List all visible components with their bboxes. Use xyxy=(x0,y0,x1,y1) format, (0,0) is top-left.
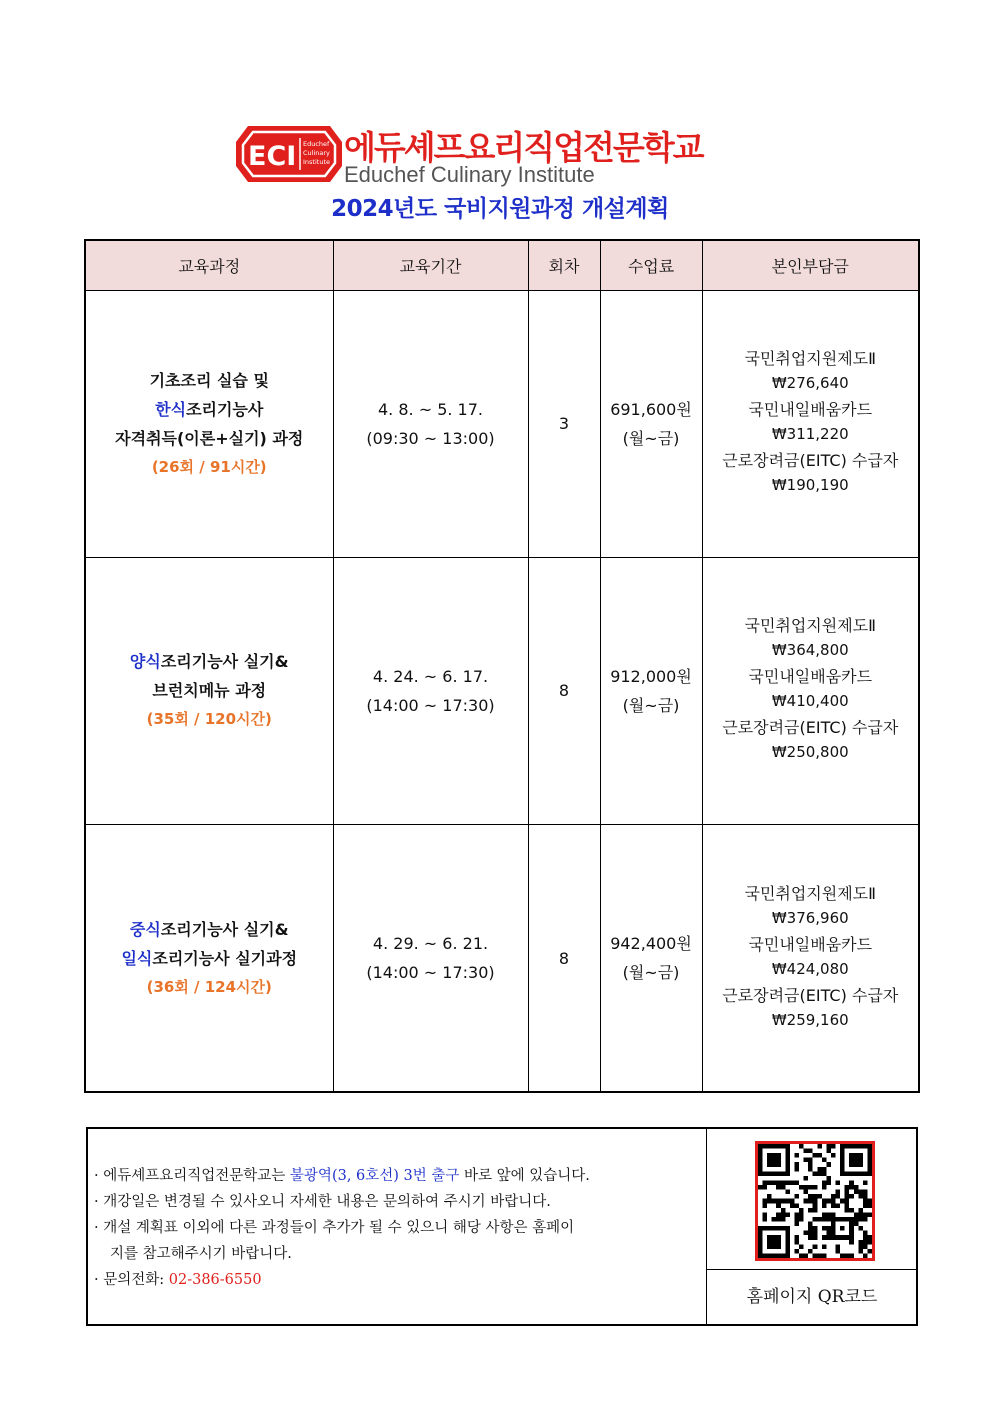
qr-module xyxy=(822,1253,827,1258)
qr-module xyxy=(767,1235,781,1249)
header-course: 교육과정 xyxy=(85,240,333,290)
fee-days: (월~금) xyxy=(622,963,680,983)
qr-module xyxy=(831,1203,836,1208)
qr-module xyxy=(826,1235,831,1240)
qr-module xyxy=(826,1180,831,1185)
qr-module xyxy=(767,1180,772,1185)
self-pay-amount: ₩364,800 xyxy=(771,641,849,660)
qr-code-icon xyxy=(758,1144,872,1258)
qr-module xyxy=(822,1158,827,1163)
qr-module xyxy=(822,1244,827,1249)
qr-module xyxy=(845,1185,850,1190)
qr-module xyxy=(785,1212,790,1217)
fee-days: (월~금) xyxy=(622,428,680,448)
qr-module xyxy=(840,1226,845,1231)
fee-days: (월~금) xyxy=(622,695,680,715)
self-pay-cell xyxy=(702,825,919,1092)
svg-text:ECI: ECI xyxy=(248,141,297,172)
self-pay-amount: ₩311,220 xyxy=(771,425,849,444)
qr-module xyxy=(822,1185,827,1190)
course-line: 브런치메뉴 과정 xyxy=(152,681,267,701)
qr-module xyxy=(849,1253,854,1258)
qr-module xyxy=(813,1217,818,1222)
qr-module xyxy=(822,1167,827,1172)
qr-module xyxy=(826,1144,831,1149)
school-logo xyxy=(234,120,703,188)
course-accent: 한식 xyxy=(155,399,187,419)
qr-module xyxy=(822,1235,827,1240)
course-cell xyxy=(85,825,333,1092)
qr-module xyxy=(817,1167,822,1172)
qr-module xyxy=(845,1190,850,1195)
qr-module xyxy=(794,1212,799,1217)
qr-module xyxy=(794,1222,799,1227)
course-cell xyxy=(85,557,333,824)
qr-module xyxy=(776,1217,781,1222)
note-text: · 문의전화: xyxy=(94,1272,169,1288)
self-pay-amount: ₩276,640 xyxy=(771,374,849,393)
round-cell: 8 xyxy=(528,557,600,824)
qr-module xyxy=(826,1231,831,1236)
self-pay-amount: ₩424,080 xyxy=(771,959,849,978)
header-round: 회차 xyxy=(528,240,600,290)
course-hours: (36회 / 124시간) xyxy=(146,977,272,996)
qr-module xyxy=(776,1185,781,1190)
qr-module xyxy=(863,1217,868,1222)
qr-module xyxy=(794,1180,799,1185)
qr-module xyxy=(808,1231,813,1236)
qr-module xyxy=(763,1180,768,1185)
course-line xyxy=(86,944,333,973)
qr-module xyxy=(781,1180,786,1185)
qr-module xyxy=(772,1180,777,1185)
qr-module xyxy=(854,1212,859,1217)
qr-module xyxy=(836,1190,841,1195)
course-line: 자격취득(이론+실기) 과정 xyxy=(115,428,304,448)
station-exit-highlight: 불광역(3, 6호선) 3번 출구 xyxy=(289,1168,460,1184)
qr-module xyxy=(804,1231,809,1236)
qr-module xyxy=(799,1253,804,1258)
period-dates: 4. 29. ~ 6. 21. xyxy=(372,934,489,954)
eci-badge-icon xyxy=(234,122,344,186)
period-time: (14:00 ~ 17:30) xyxy=(366,695,495,715)
qr-module xyxy=(836,1244,841,1249)
qr-module xyxy=(794,1153,799,1158)
period-time: (09:30 ~ 13:00) xyxy=(366,428,495,448)
qr-module xyxy=(817,1253,822,1258)
qr-module xyxy=(794,1249,799,1254)
qr-module xyxy=(817,1194,822,1199)
qr-module xyxy=(863,1199,868,1204)
qr-module xyxy=(822,1217,827,1222)
qr-module xyxy=(854,1222,859,1227)
notes-list xyxy=(88,1129,706,1324)
note-location xyxy=(94,1163,706,1189)
header-fee: 수업료 xyxy=(600,240,702,290)
qr-module xyxy=(804,1190,809,1195)
qr-module xyxy=(817,1153,822,1158)
qr-module xyxy=(813,1244,818,1249)
qr-module xyxy=(804,1253,809,1258)
qr-module xyxy=(776,1203,781,1208)
qr-module xyxy=(826,1149,831,1154)
qr-module xyxy=(813,1231,818,1236)
qr-module xyxy=(794,1203,799,1208)
qr-module xyxy=(863,1212,868,1217)
qr-module xyxy=(849,1194,854,1199)
qr-module xyxy=(845,1199,850,1204)
fee-cell xyxy=(600,290,702,557)
self-pay-label: 근로장려금(EITC) 수급자 xyxy=(722,985,899,1005)
svg-text:Culinary: Culinary xyxy=(303,149,330,157)
qr-module xyxy=(808,1226,813,1231)
qr-caption: 홈페이지 QR코드 xyxy=(707,1269,917,1324)
course-text: 조리기능사 실기& xyxy=(160,919,289,939)
qr-module xyxy=(817,1144,822,1149)
qr-module xyxy=(804,1185,809,1190)
qr-module xyxy=(826,1176,831,1181)
qr-module xyxy=(849,1153,863,1167)
qr-module xyxy=(822,1203,827,1208)
qr-module xyxy=(808,1208,813,1213)
qr-module xyxy=(776,1180,781,1185)
qr-module xyxy=(794,1235,799,1240)
fee-amount: 942,400원 xyxy=(610,934,692,954)
qr-module xyxy=(758,1185,763,1190)
phone-number[interactable]: 02-386-6550 xyxy=(168,1272,262,1288)
qr-module xyxy=(813,1171,818,1176)
qr-module xyxy=(822,1180,827,1185)
qr-module xyxy=(808,1167,813,1172)
self-pay-amount: ₩376,960 xyxy=(771,908,849,927)
course-hours: (26회 / 91시간) xyxy=(151,457,267,476)
note-text: · 에듀셰프요리직업전문학교는 xyxy=(94,1168,290,1184)
qr-module xyxy=(799,1217,804,1222)
self-pay-label: 근로장려금(EITC) 수급자 xyxy=(722,451,899,471)
self-pay-label: 국민내일배움카드 xyxy=(748,400,873,420)
course-accent: 중식 xyxy=(129,919,161,939)
note-additional-courses-cont: 지를 참고해주시기 바랍니다. xyxy=(110,1246,292,1262)
qr-module xyxy=(831,1144,836,1149)
qr-module xyxy=(785,1180,790,1185)
qr-module xyxy=(858,1217,863,1222)
qr-module xyxy=(763,1212,768,1217)
qr-module xyxy=(849,1180,854,1185)
qr-code[interactable] xyxy=(755,1141,875,1261)
qr-module xyxy=(781,1217,786,1222)
self-pay-amount: ₩410,400 xyxy=(771,692,849,711)
note-schedule-change: · 개강일은 변경될 수 있사오니 자세한 내용은 문의하여 주시기 바랍니다. xyxy=(94,1194,551,1210)
svg-text:Educhef: Educhef xyxy=(303,140,330,148)
self-pay-label: 국민내일배움카드 xyxy=(748,667,873,687)
qr-module xyxy=(799,1208,804,1213)
qr-module xyxy=(813,1199,818,1204)
self-pay-cell xyxy=(702,557,919,824)
qr-module xyxy=(808,1222,813,1227)
qr-module xyxy=(831,1153,836,1158)
self-pay-label: 국민취업지원제도Ⅱ xyxy=(744,349,877,369)
table-row xyxy=(85,557,919,824)
course-line xyxy=(86,395,333,424)
qr-module xyxy=(785,1190,790,1195)
qr-module xyxy=(772,1217,777,1222)
qr-module xyxy=(867,1240,872,1245)
course-plan-table xyxy=(84,239,920,1093)
qr-module xyxy=(863,1190,868,1195)
qr-module xyxy=(817,1171,822,1176)
course-cell xyxy=(85,290,333,557)
qr-module xyxy=(822,1226,827,1231)
qr-module xyxy=(845,1208,850,1213)
note-text: 바로 앞에 있습니다. xyxy=(459,1168,590,1184)
round-cell: 3 xyxy=(528,290,600,557)
qr-module xyxy=(858,1240,863,1245)
qr-module xyxy=(831,1199,836,1204)
qr-module xyxy=(794,1240,799,1245)
qr-module xyxy=(867,1199,872,1204)
qr-module xyxy=(799,1244,804,1249)
qr-module xyxy=(836,1249,841,1254)
qr-module xyxy=(794,1217,799,1222)
qr-module xyxy=(849,1240,854,1245)
fee-amount: 691,600원 xyxy=(610,399,692,419)
qr-module xyxy=(836,1194,841,1199)
qr-module xyxy=(808,1162,813,1167)
qr-module xyxy=(863,1231,868,1236)
period-cell xyxy=(333,290,528,557)
qr-module xyxy=(863,1244,868,1249)
qr-module xyxy=(826,1226,831,1231)
self-pay-cell xyxy=(702,290,919,557)
qr-module xyxy=(863,1180,868,1185)
qr-module xyxy=(808,1185,813,1190)
qr-module xyxy=(804,1199,809,1204)
header-period: 교육기간 xyxy=(333,240,528,290)
qr-module xyxy=(845,1253,850,1258)
fee-cell xyxy=(600,557,702,824)
qr-module xyxy=(836,1180,841,1185)
qr-module xyxy=(776,1212,781,1217)
period-time: (14:00 ~ 17:30) xyxy=(366,963,495,983)
info-box xyxy=(86,1127,918,1326)
svg-text:Institute: Institute xyxy=(303,158,330,166)
qr-module xyxy=(858,1212,863,1217)
qr-module xyxy=(826,1217,831,1222)
course-text: 조리기능사 xyxy=(186,399,264,419)
qr-module xyxy=(781,1199,786,1204)
school-name-korean: 에듀셰프요리직업전문학교 xyxy=(344,128,703,167)
course-line xyxy=(86,915,333,944)
qr-module xyxy=(763,1185,768,1190)
school-name-english: Educhef Culinary Institute xyxy=(344,162,595,187)
qr-module xyxy=(858,1194,863,1199)
qr-module xyxy=(813,1253,818,1258)
qr-module xyxy=(808,1149,813,1154)
qr-module xyxy=(799,1144,804,1149)
self-pay-amount: ₩250,800 xyxy=(771,743,849,762)
qr-module xyxy=(845,1203,850,1208)
qr-module xyxy=(813,1235,818,1240)
qr-module xyxy=(794,1162,799,1167)
self-pay-label: 국민취업지원제도Ⅱ xyxy=(744,883,877,903)
qr-module xyxy=(799,1212,804,1217)
round-cell: 8 xyxy=(528,825,600,1092)
qr-module xyxy=(808,1158,813,1163)
note-additional-courses: · 개설 계획표 이외에 다른 과정들이 추가가 될 수 있으니 해당 사항은 홈페이 xyxy=(94,1220,575,1236)
qr-module xyxy=(763,1203,768,1208)
qr-module xyxy=(826,1162,831,1167)
qr-module xyxy=(858,1244,863,1249)
qr-module xyxy=(840,1253,845,1258)
self-pay-amount: ₩190,190 xyxy=(771,476,849,495)
qr-module xyxy=(863,1235,868,1240)
self-pay-amount: ₩259,160 xyxy=(771,1010,849,1029)
qr-module xyxy=(808,1194,813,1199)
qr-module xyxy=(790,1180,795,1185)
course-line xyxy=(86,647,333,676)
qr-module xyxy=(776,1199,781,1204)
period-dates: 4. 24. ~ 6. 17. xyxy=(372,666,489,686)
page-title: 2024년도 국비지원과정 개설계획 xyxy=(331,196,669,222)
qr-module xyxy=(863,1194,868,1199)
qr-module xyxy=(867,1235,872,1240)
qr-module xyxy=(817,1217,822,1222)
qr-module xyxy=(822,1199,827,1204)
qr-module xyxy=(804,1158,809,1163)
qr-module xyxy=(767,1153,781,1167)
period-dates: 4. 8. ~ 5. 17. xyxy=(378,399,483,419)
qr-module xyxy=(794,1167,799,1172)
qr-module xyxy=(858,1208,863,1213)
qr-module xyxy=(808,1249,813,1254)
qr-module xyxy=(867,1203,872,1208)
qr-module xyxy=(858,1190,863,1195)
period-cell xyxy=(333,557,528,824)
qr-module xyxy=(826,1199,831,1204)
qr-module xyxy=(858,1226,863,1231)
qr-module xyxy=(763,1199,768,1204)
qr-module xyxy=(867,1249,872,1254)
qr-module xyxy=(813,1185,818,1190)
qr-module xyxy=(790,1199,795,1204)
qr-module xyxy=(767,1199,772,1204)
qr-module xyxy=(863,1253,868,1258)
qr-module xyxy=(822,1171,827,1176)
period-cell xyxy=(333,825,528,1092)
qr-module xyxy=(863,1240,868,1245)
qr-module xyxy=(863,1203,868,1208)
qr-module xyxy=(854,1185,859,1190)
qr-module xyxy=(799,1185,804,1190)
qr-module xyxy=(794,1194,799,1199)
fee-amount: 912,000원 xyxy=(610,666,692,686)
qr-module xyxy=(813,1208,818,1213)
qr-module xyxy=(854,1217,859,1222)
qr-module xyxy=(867,1212,872,1217)
qr-module xyxy=(781,1185,786,1190)
qr-module xyxy=(763,1217,768,1222)
qr-module xyxy=(858,1249,863,1254)
qr-module xyxy=(849,1208,854,1213)
table-header-row xyxy=(85,240,919,290)
qr-module xyxy=(781,1212,786,1217)
qr-module xyxy=(849,1185,854,1190)
qr-module xyxy=(840,1199,845,1204)
qr-module xyxy=(781,1208,786,1213)
fee-cell xyxy=(600,825,702,1092)
course-accent: 일식 xyxy=(121,948,153,968)
qr-module xyxy=(836,1203,841,1208)
self-pay-label: 근로장려금(EITC) 수급자 xyxy=(722,718,899,738)
self-pay-label: 국민내일배움카드 xyxy=(748,934,873,954)
self-pay-label: 국민취업지원제도Ⅱ xyxy=(744,616,877,636)
qr-module xyxy=(785,1199,790,1204)
qr-module xyxy=(831,1194,836,1199)
qr-module xyxy=(831,1212,836,1217)
qr-module xyxy=(767,1194,772,1199)
qr-module xyxy=(772,1199,777,1204)
qr-module xyxy=(813,1226,818,1231)
qr-module xyxy=(808,1235,813,1240)
note-phone xyxy=(94,1267,706,1293)
table-row xyxy=(85,290,919,557)
course-accent: 양식 xyxy=(129,652,161,672)
qr-module xyxy=(854,1190,859,1195)
qr-module xyxy=(790,1203,795,1208)
course-hours: (35회 / 120시간) xyxy=(146,710,272,729)
qr-module xyxy=(804,1149,809,1154)
qr-module xyxy=(813,1203,818,1208)
header-self-pay: 본인부담금 xyxy=(702,240,919,290)
table-row xyxy=(85,825,919,1092)
course-line: 기초조리 실습 및 xyxy=(149,370,269,390)
qr-module xyxy=(845,1194,850,1199)
course-text: 조리기능사 실기& xyxy=(160,652,289,672)
qr-module xyxy=(822,1212,827,1217)
qr-module xyxy=(826,1212,831,1217)
qr-module xyxy=(813,1194,818,1199)
course-text: 조리기능사 실기과정 xyxy=(152,948,298,968)
qr-module xyxy=(808,1199,813,1204)
qr-module xyxy=(813,1153,818,1158)
qr-column xyxy=(706,1129,916,1324)
qr-module xyxy=(804,1176,809,1181)
